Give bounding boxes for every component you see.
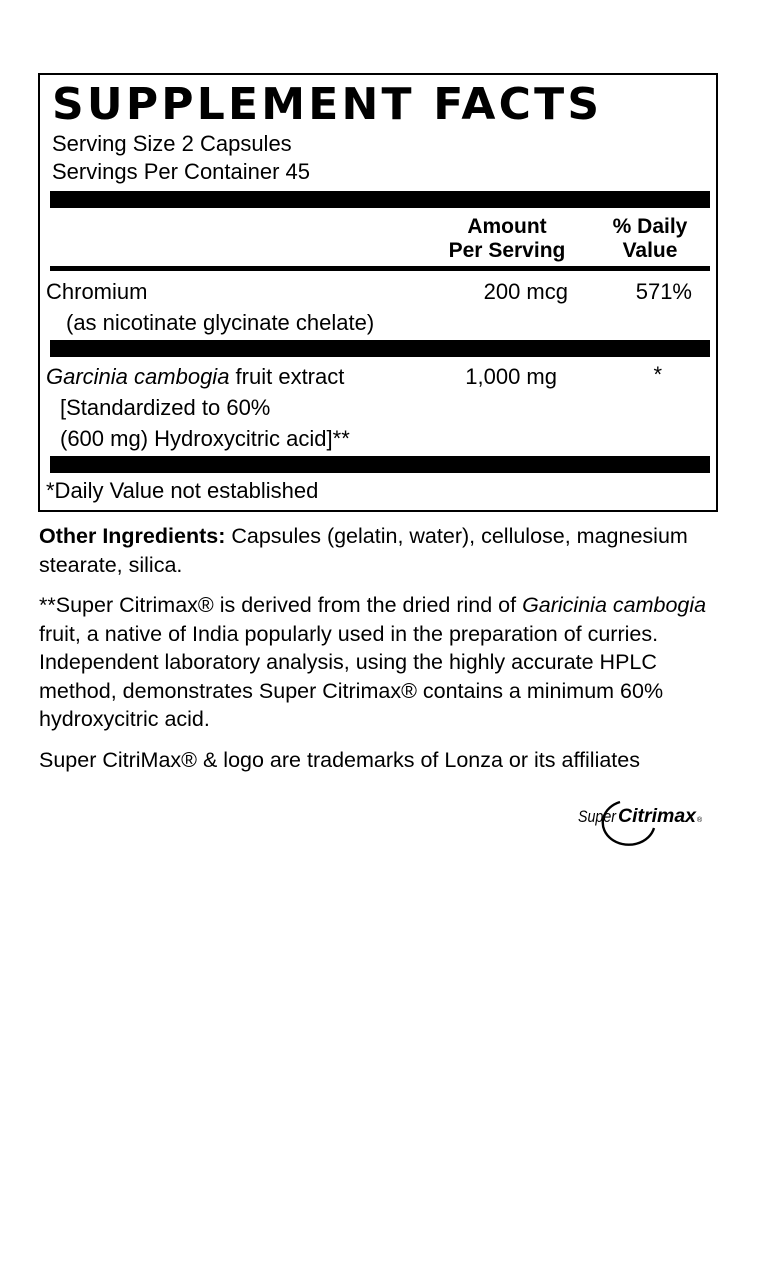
garcinia-italic: Garcinia cambogia — [46, 364, 230, 389]
citrimax-note-part2: fruit, a native of India popularly used in the preparation of curries. Independent laboratory analysis, using the highly accurate HPLC method, demonstrates Super Citrimax® contains a minimum 60% hydroxycitric acid. — [39, 621, 664, 731]
other-ingredients — [39, 522, 719, 579]
dv-garcinia: * — [653, 362, 662, 387]
thick-divider — [50, 456, 710, 473]
nutrient-detail-garcinia-1: [Standardized to 60% — [60, 395, 271, 420]
logo-citrimax: Citrimax — [618, 806, 698, 827]
nutrient-name-chromium: Chromium — [46, 279, 148, 304]
citrimax-note-italic: Garicinia cambogia — [522, 593, 707, 617]
servings-per-container: Servings Per Container 45 — [52, 159, 311, 184]
amount-per-serving-header — [432, 215, 582, 263]
amount-garcinia: 1,000 mg — [465, 364, 557, 389]
dv-header-line2: Value — [622, 239, 678, 262]
thick-divider — [50, 340, 710, 357]
other-ingredients-label: Other Ingredients: — [39, 524, 226, 548]
logo-super: Super — [578, 807, 618, 826]
nutrient-detail-garcinia-2: (600 mg) Hydroxycitric acid]** — [60, 426, 350, 451]
nutrient-name-garcinia — [46, 362, 344, 392]
super-citrimax-logo — [576, 788, 706, 848]
serving-size: Serving Size 2 Capsules — [52, 131, 292, 156]
footnote: *Daily Value not established — [46, 478, 319, 503]
amount-header-line2: Per Serving — [448, 239, 566, 262]
trademark-notice: Super CitriMax® & logo are trademarks of Lonza or its affiliates — [39, 748, 640, 772]
medium-divider — [50, 266, 710, 271]
daily-value-header — [596, 215, 704, 263]
panel-title: SUPPLEMENT FACTS — [52, 79, 603, 130]
citrimax-note — [39, 591, 719, 734]
thick-divider — [50, 191, 710, 208]
dv-header-line1: % Daily — [612, 215, 688, 238]
garcinia-rest: fruit extract — [229, 364, 345, 389]
logo-registered: ® — [697, 817, 703, 824]
amount-header-line1: Amount — [467, 215, 547, 238]
other-ingredients-text: Capsules (gelatin, water), cellulose, magnesium stearate, silica. — [39, 524, 688, 577]
amount-chromium: 200 mcg — [483, 279, 568, 304]
citrimax-note-part1: **Super Citrimax® is derived from the dried rind of — [39, 593, 523, 617]
dv-chromium: 571% — [635, 279, 692, 304]
nutrient-detail-chromium: (as nicotinate glycinate chelate) — [66, 310, 375, 335]
supplement-facts-panel — [38, 73, 718, 512]
